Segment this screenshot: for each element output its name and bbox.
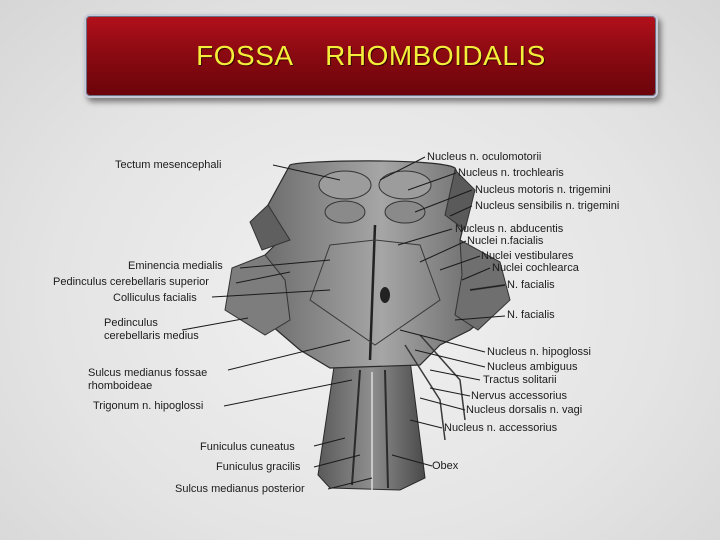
label-nuclei-facialis: Nuclei n.facialis xyxy=(467,235,544,247)
label-funiculus-cuneatus: Funiculus cuneatus xyxy=(200,441,295,453)
label-trigonum-hipoglossi: Trigonum n. hipoglossi xyxy=(93,400,204,412)
label-nervus-accessorius: Nervus accessorius xyxy=(471,390,567,402)
label-nucleus-dorsalis-vagi: Nucleus dorsalis n. vagi xyxy=(466,404,583,416)
label-sulcus-medianus-line2: rhomboideae xyxy=(88,380,153,392)
label-eminencia-medialis: Eminencia medialis xyxy=(128,260,223,272)
label-sulcus-medianus-line1: Sulcus medianus fossae xyxy=(88,367,208,379)
label-tectum-mesencephali: Tectum mesencephali xyxy=(115,159,222,171)
label-nuclei-vestibulares: Nuclei vestibulares xyxy=(481,250,574,262)
label-colliculus-facialis: Colliculus facialis xyxy=(113,292,197,304)
label-nuclei-cochlearis: Nuclei cochlearca xyxy=(492,262,579,274)
label-n-facialis-1: N. facialis xyxy=(507,279,555,291)
label-nucleus-accessorius: Nucleus n. accessorius xyxy=(444,422,558,434)
label-nucleus-trochlearis: Nucleus n. trochlearis xyxy=(458,167,564,179)
label-nucleus-sensibilis-trigemini: Nucleus sensibilis n. trigemini xyxy=(475,200,620,212)
label-nucleus-abducentis: Nucleus n. abducentis xyxy=(455,223,564,235)
label-obex: Obex xyxy=(432,460,459,472)
label-funiculus-gracilis: Funiculus gracilis xyxy=(216,461,301,473)
label-pedunculus-medius-line2: cerebellaris medius xyxy=(104,330,199,342)
label-pedunculus-superior: Pedinculus cerebellaris superior xyxy=(53,276,209,288)
label-pedunculus-medius-line1: Pedinculus xyxy=(104,317,158,329)
label-n-facialis-2: N. facialis xyxy=(507,309,555,321)
label-tractus-solitarii: Tractus solitarii xyxy=(483,374,557,386)
label-nucleus-oculomotorii: Nucleus n. oculomotorii xyxy=(427,151,542,163)
slide-title: FOSSA RHOMBOIDALIS xyxy=(196,40,546,71)
label-sulcus-medianus-posterior: Sulcus medianus posterior xyxy=(175,483,305,495)
label-nucleus-ambiguus: Nucleus ambiguus xyxy=(487,361,578,373)
label-nucleus-motoris-trigemini: Nucleus motoris n. trigemini xyxy=(475,184,611,196)
label-nucleus-hipoglossi: Nucleus n. hipoglossi xyxy=(487,346,591,358)
